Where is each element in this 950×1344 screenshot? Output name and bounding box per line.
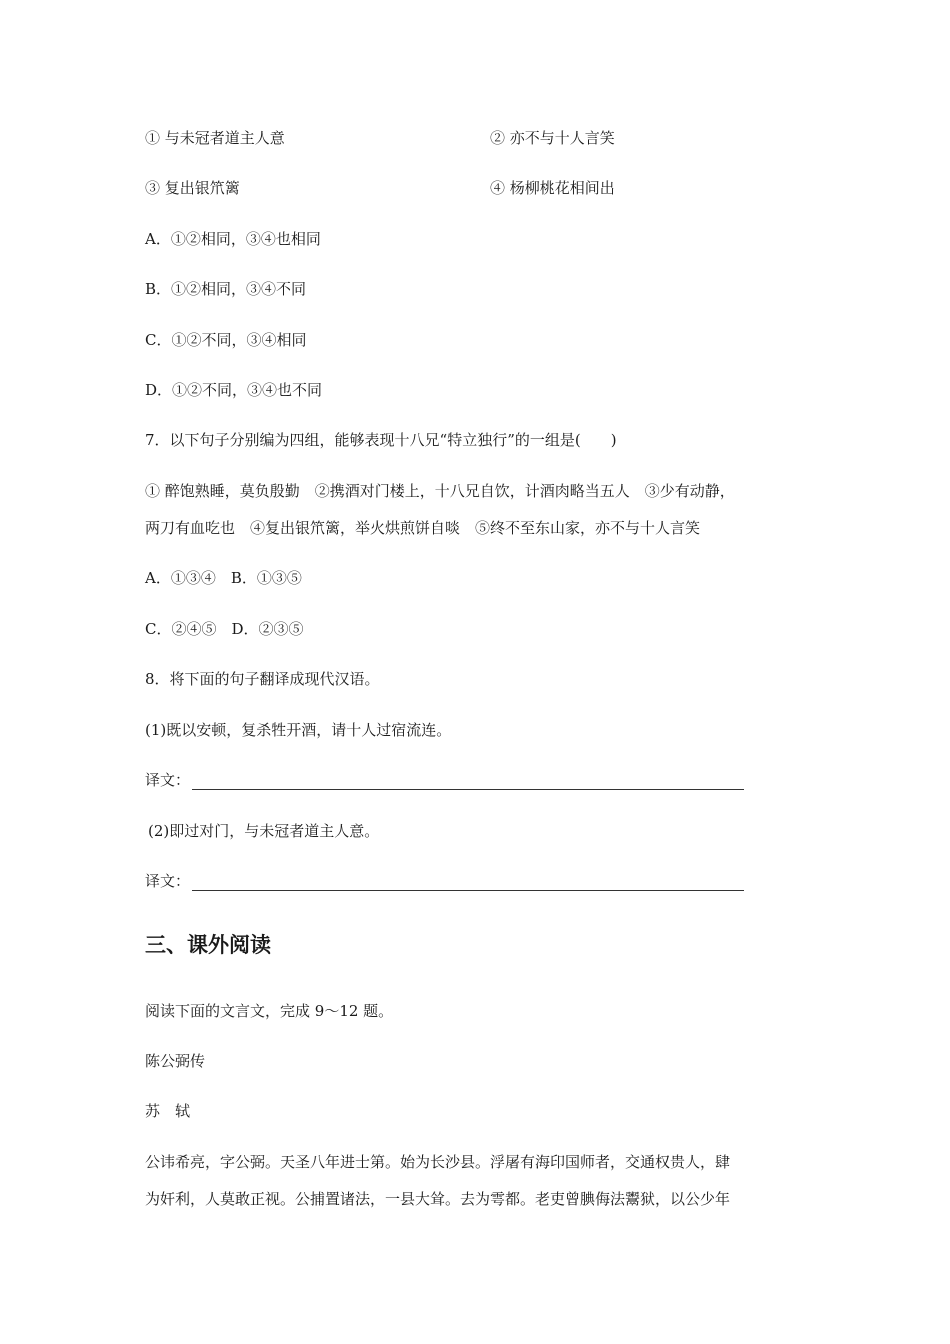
- item-2: ② 亦不与十人言笑: [490, 129, 615, 147]
- q7-options-line-2: C．②④⑤ D．②③⑤: [145, 620, 304, 638]
- item-3: ③ 复出银笊篱: [145, 179, 240, 197]
- q8-answer-2: [145, 871, 744, 891]
- q7-sentences-line-2: 两刀有血吃也 ④复出银笊篱，举火烘煎饼自啖 ⑤终不至东山家，亦不与十人言笑: [145, 519, 701, 537]
- section-heading: 三、课外阅读: [145, 933, 271, 957]
- q6-option-d: D．①②不同，③④也不同: [145, 381, 323, 399]
- item-1: ① 与未冠者道主人意: [145, 129, 285, 147]
- q7-sentences-line-1: ① 醉饱熟睡，莫负殷勤 ②携酒对门楼上，十八兄自饮，计酒肉略当五人 ③少有动静，: [145, 482, 735, 500]
- section-intro: 阅读下面的文言文，完成 9～12 题。: [145, 1002, 394, 1020]
- q6-option-c: C．①②不同，③④相同: [145, 331, 307, 349]
- q8-stem: 8．将下面的句子翻译成现代汉语。: [145, 670, 380, 688]
- items-row-1: [145, 128, 615, 148]
- q8-sentence-2: (2)即过对门，与未冠者道主人意。: [148, 822, 380, 840]
- q8-sentence-1: (1)既以安顿，复杀牲开酒，请十人过宿流连。: [145, 721, 452, 739]
- item-4: ④ 杨柳桃花相间出: [490, 179, 615, 197]
- q7-stem: 7．以下句子分别编为四组，能够表现十八兄“特立独行”的一组是( ): [145, 431, 617, 449]
- q8-answer-1: [145, 770, 744, 790]
- passage-line-1: 公讳希亮，字公弼。天圣八年进士第。始为长沙县。浮屠有海印国师者，交通权贵人，肆: [145, 1153, 731, 1171]
- q7-options-line-1: A．①③④ B．①③⑤: [145, 569, 302, 587]
- passage-author: 苏 轼: [145, 1102, 191, 1120]
- answer-label-2: 译文：: [145, 872, 191, 890]
- answer-label-1: 译文：: [145, 771, 191, 789]
- passage-title: 陈公弼传: [145, 1052, 206, 1070]
- passage-line-2: 为奸利，人莫敢正视。公捕置诸法，一县大耸。去为雩都。老吏曾腆侮法鬻狱，以公少年: [145, 1190, 731, 1208]
- q6-option-b: B．①②相同，③④不同: [145, 280, 307, 298]
- answer-blank-2[interactable]: [192, 876, 744, 891]
- items-row-2: [145, 178, 615, 198]
- answer-blank-1[interactable]: [192, 775, 744, 790]
- q6-option-a: A．①②相同，③④也相同: [145, 230, 321, 248]
